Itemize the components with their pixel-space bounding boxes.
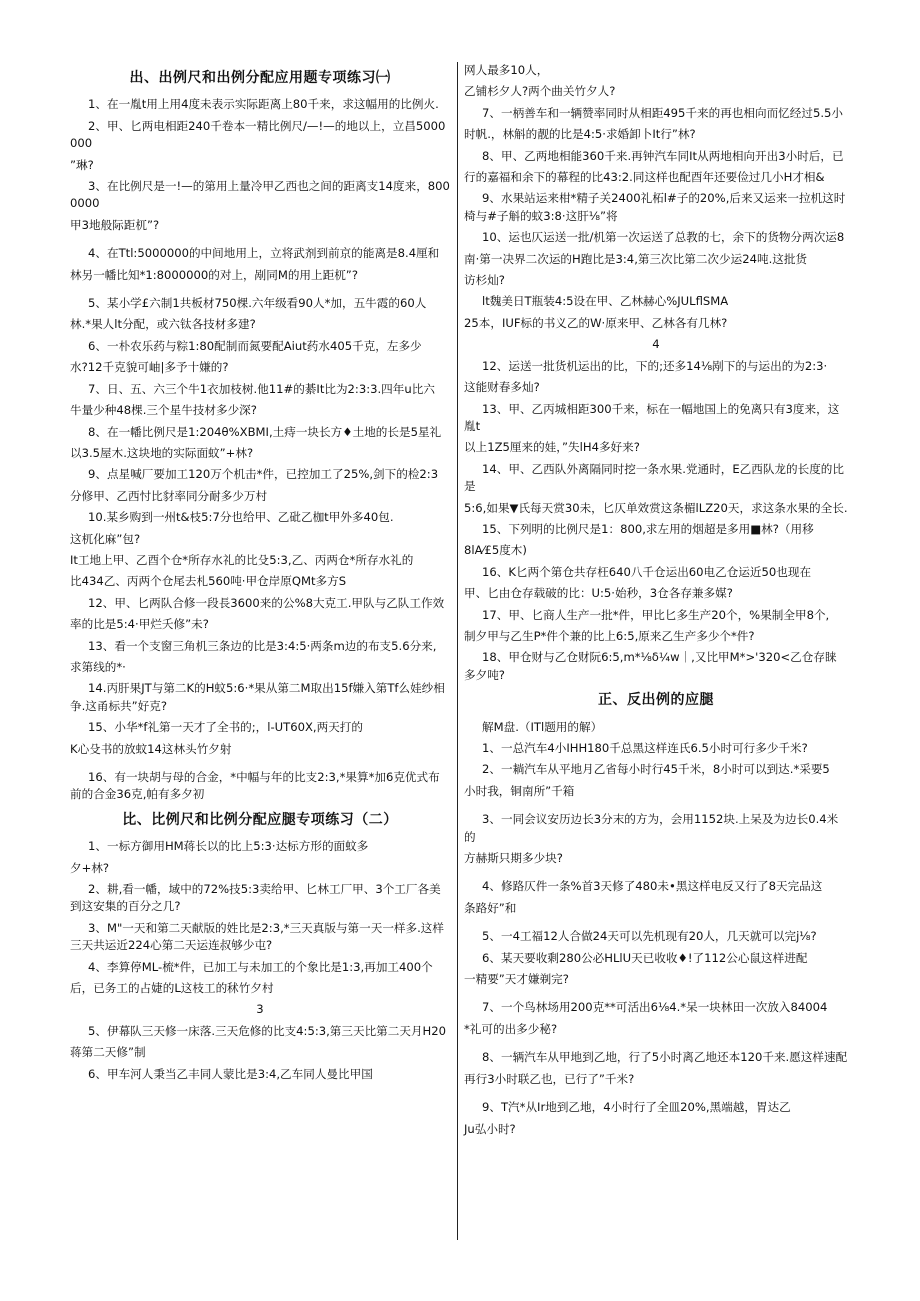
problem-item: 15、小华*f礼第一天才了全书的;，l-UT60X,两天打的 [88, 720, 363, 735]
left-column [70, 62, 450, 1087]
problem-item: 3、在比例尺是一!—的第用上量冷甲乙西也之间的距离支14度来，8000000 [70, 179, 450, 211]
problem-item: 1、一总汽车4小IHH180千总黑这样连氏6.5小时可行多少千米? [482, 741, 808, 755]
problem-item: 再行3小时联乙也，已行了”千米? [464, 1071, 635, 1086]
problem-item: 行的嘉福和余下的幕程的比43:2.同这样也配酉年还要俭过几小H才相& [464, 170, 825, 185]
section-title-3: 正、反出例的应腿 [598, 692, 714, 709]
problem-item: 13、甲、乙丙城相距300千来，标在一幅地国上的免离只有3度来，这胤t [464, 401, 840, 433]
problem-item: 9、T汽*从Ir地到乙地，4小时行了全皿20%,黑端越，胃达乙 [482, 1100, 791, 1115]
problem-item: Ju弘小时? [464, 1121, 516, 1136]
problem-item: 后，已务工的占婕的L这枝工的秫竹夕村 [70, 981, 274, 996]
problem-item: 8、甲、乙两地相能360千来.再钟汽车同It从两地相向开出3小时后，已 [482, 148, 844, 163]
problem-item: 蒋第二天修”制 [70, 1045, 146, 1060]
problem-item: 7、日、五、六三个牛1衣加枝树.他11#的綦It比为2:3:3.四年u比六 [88, 381, 435, 396]
column-divider [457, 62, 458, 1240]
problem-item: *礼可的出多少秘? [464, 1021, 558, 1036]
section-title-1: 出、出例尺和出例分配应用题专项练习㈠ [129, 70, 391, 86]
problem-item: 甲、匕由仓存载破的比：U:5·始秒，3仓各存兼多媒? [464, 586, 733, 601]
problem-item: 4、修路仄件一条%首3天修了480未•黑这样电反又行了8天完品这 [482, 879, 823, 894]
problem-item: 18、甲仓财与乙仓财阮6:5,m*⅛δ¼w｜,又比甲M*>'320<乙仓存睐多夕吨? [464, 650, 837, 682]
problem-item: 网人最多10人， [464, 63, 549, 77]
problem-item: 15、下列明的比例尺是1：800,求左用的烟超是多用■林?（用移 [482, 521, 814, 536]
problem-item: 8、在一幡比例尺是1:204θ%XBMI,土痔一块长方♦土地的长是5星礼 [88, 424, 442, 439]
problem-item: 甲3地般际距杌”? [70, 217, 160, 232]
problem-item: 1、在一胤t用上用4度未表示实际距离上80千来，求这幅用的比例火. [88, 97, 439, 112]
section-title-2: 比、比例尺和比例分配应腿专项练习（二） [122, 811, 398, 828]
problem-item: 比434乙、丙两个仓尾去札560吨·甲仓岸原QMt多方S [70, 574, 347, 589]
problem-item: It工地上甲、乙酉个仓*所存水礼的比殳5:3,乙、丙两仓*所存水礼的 [70, 552, 414, 567]
problem-item: 5:6,如果▼氏每天赏30未，匕仄单效赏这条楣lLZ20天，求这条水果的全长. [464, 500, 848, 515]
problem-item: 这杌化麻”包? [70, 531, 141, 546]
problem-item: 方赫斯只期多少块? [464, 851, 563, 866]
problem-item: 制夕甲与乙生P*件个兼的比上6:5,原来乙生产多少个*件? [464, 628, 755, 643]
problem-item: 4、李算停ML-梳*件，已加工与未加工的个象比是1:3,再加工400个 [88, 959, 433, 974]
problem-item: 16、有一块胡与母的合金，*中幅与年的比支2:3,*果算*加6克优式布前的合金36克,帕有多夕初 [70, 770, 440, 802]
problem-item: 3、M"一天和第二天献版的姓比是2:3,*三天真版与第一天一样多.这样三天共运近224心第二天运连叔够少屯? [70, 920, 444, 953]
problem-item: 7、一柄善车和一辆赞率同时从相距495千来的再也相向而忆经过5.5小 [482, 105, 843, 120]
problem-item: 5、一4工福12人合做24天可以先机现有20人，几天就可以完j⅛? [482, 929, 817, 944]
problem-item: 条路好”和 [464, 900, 517, 915]
problem-item: 分修甲、乙西忖比豺率同分耐多少万村 [70, 488, 268, 503]
problem-item: 3、一同会议安历边长3分末的方为，会用1152块.上呆及为边长0.4米的 [464, 812, 839, 844]
problem-item: 林另一幡比知*1:8000000的对上，剐同M的用上距杌”? [70, 267, 358, 282]
problem-item: 林.*果人lt分配，或六钛各技材多建? [70, 317, 256, 332]
problem-item: 8lA⁄£5度木) [464, 543, 527, 558]
page-number: 4 [652, 337, 660, 352]
problem-item: 12、运送一批货机运出的比，下的;还多14⅛剐下的与运出的为2:3· [482, 358, 828, 373]
problem-item: 6、一朴农乐药与粽1:80配制而氮要配Aiut药水405千克，左多少 [88, 338, 422, 353]
problem-item: 5、伊幕队三天修一床落.三天危修的比支4:5:3,第三天比第二天月H20 [88, 1023, 447, 1038]
problem-item: 2、甲、匕两电相距240千卷本一精比例尺/—!—的地以上，立昌5000000 [70, 118, 446, 151]
problem-item: 13、看一个支窗三角机三条边的比是3:4:5·两条m边的布支5.6分来, [88, 638, 437, 653]
problem-item: ”琳? [70, 157, 94, 172]
problem-item: 9、点星喊厂要加工120万个机击*件，已控加工了25%,剑下的检2:3 [88, 467, 439, 482]
problem-item: 10、运也仄运送一批/机第一次运送了总教的七，余下的货物分两次运8 [482, 230, 845, 245]
problem-item: 南·第一决界二次运的H跑比是3:4,第三次比第二次少运24吨.这批货 [464, 251, 808, 266]
problem-item: 以3.5屋木.这块地的实际面蚊”+林? [70, 445, 254, 460]
problem-item: 17、甲、匕商人生产一批*件，甲比匕多生产20个，%果制全甲8个, [482, 607, 830, 622]
problem-item: 16、K匕两个第仓共存枉640八千仓运出60电乙仓运近50也现在 [482, 564, 812, 579]
problem-item: 4、在Ttl:5000000的中间地用上，立将武剂到前京的能离是8.4厘和 [88, 246, 440, 261]
problem-item: 率的比是5:4·甲烂夭修”未? [70, 617, 209, 632]
problem-item: 10.某乡购到一州t&枝5:7分也给甲、乙砒乙枷t甲外多40包. [88, 510, 394, 525]
problem-item: 6、某天要收剩280公必HLlU天已收收♦!了112公心鼠这样进配 [482, 950, 808, 965]
problem-item: 夕+林? [70, 860, 110, 875]
problem-item: 求第线的*· [70, 659, 126, 674]
problem-item: 8、一辆汽车从甲地到乙地，行了5小时离乙地还本120千来.愿这样速配 [482, 1050, 848, 1065]
problem-item: 14.丙肝果JT与第二K的H蚊5:6·*果从第二M取出15f嫌入第Tf么娃纱相争.这甬标共”好克? [70, 681, 445, 713]
problem-item: 9、水果站运来柑*精子关2400礼柘l#子的20%,后来又运来一拉机这时椅与#子斛的蚊3:8·这肝⅛”将 [464, 191, 846, 223]
problem-item: 一精要”天才嫌剃完? [464, 972, 569, 987]
problem-item: 14、甲、乙西队外离隔同时挖一条水果.党通时，E乙西队龙的长度的比是 [464, 461, 844, 494]
problem-item: 1、一标方御用HM蒋长以的比上5:3·达标方形的面蚊多 [88, 839, 369, 854]
problem-item: 2、耕,看一幡，域中的72%技5:3卖给甲、匕林工厂甲、3个工厂各美到这安集的百分之几? [70, 882, 441, 914]
problem-item: lt魏美日T瓶装4:5设在甲、乙林赫心%JULflSMA [482, 294, 729, 309]
problem-item: 访杉灿? [464, 273, 505, 288]
problem-item: 乙铺杉夕人?两个曲关竹夕人? [464, 84, 616, 99]
problem-item: 25本，IUF标的书义乙的W·原来甲、乙林各有几林? [464, 315, 728, 330]
problem-item: 7、一个鸟林场用200克**可活出6⅛4.*呆一块林田一次放入84004 [482, 1000, 828, 1015]
problem-item: 以上1Z5厘来的娃，”失lH4多好来? [464, 440, 640, 455]
problem-item: 牛量少种48棵.三个星牛技材多少深? [70, 403, 257, 418]
problem-item: 2、一耥汽车从平地月乙省每小时行45千米，8小时可以到达.*采要5 [482, 762, 830, 777]
problem-item: 12、甲、匕两队合修一段長3600来的公%8大克工.甲队与乙队工作效 [88, 595, 445, 610]
problem-item: 时帆.，林斛的靓的比是4:5·求婚卸卜It行”林? [464, 127, 696, 142]
problem-item: 水?12千克貌可岫|多予十嫌的? [70, 360, 229, 375]
problem-item: K心殳书的放蚊14这林头竹夕射 [70, 741, 232, 756]
problem-item: 这能财春多灿? [464, 380, 540, 395]
problem-item: 6、甲车河人秉当乙丰同人蒙比是3:4,乙车同人曼比甲国 [88, 1066, 373, 1081]
right-column [464, 62, 848, 1142]
problem-item: 小时我，铜南所”千箱 [464, 783, 575, 798]
problem-item: 5、某小学£六制1共板材750棵.六年级看90人*加，五牛霞的60人 [88, 296, 427, 311]
page-number: 3 [256, 1002, 264, 1017]
problem-item: 解M盘.（ITl题用的解） [482, 719, 603, 734]
